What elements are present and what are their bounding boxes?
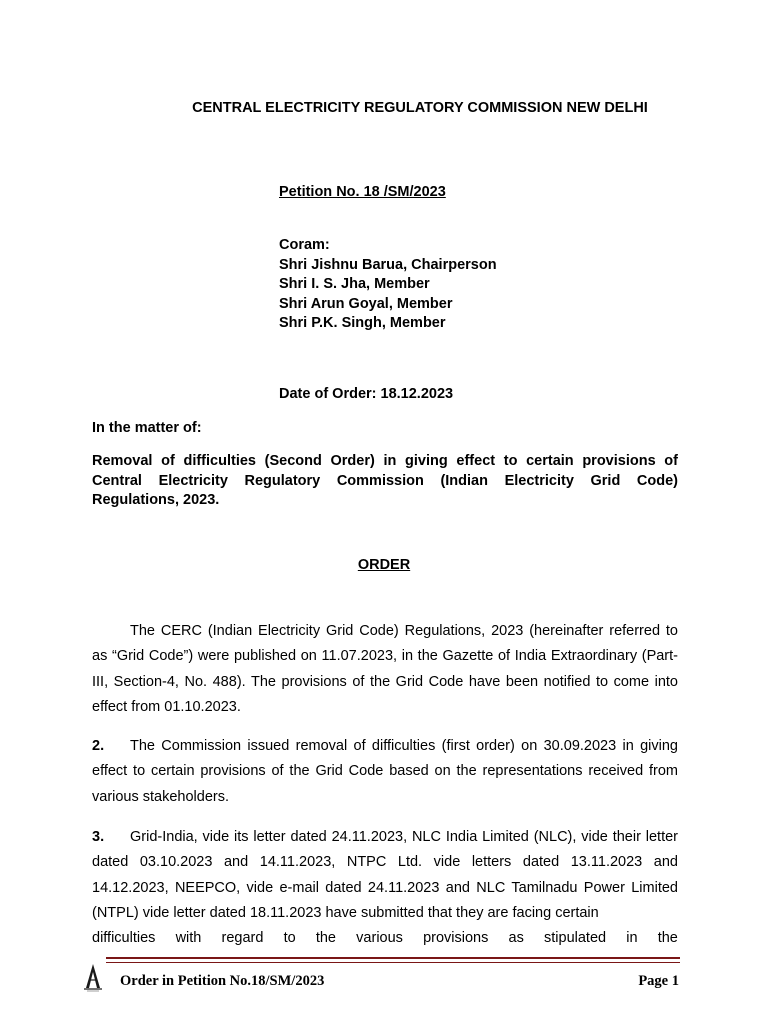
footer-petition-text: Order in Petition No.18/SM/2023	[120, 973, 325, 989]
word: the	[657, 930, 678, 947]
in-the-matter-label: In the matter of:	[92, 420, 202, 436]
word: as	[508, 930, 524, 947]
coram-heading: Coram:	[279, 237, 330, 253]
footer-divider	[106, 957, 680, 959]
order-heading: ORDER	[357, 557, 411, 573]
coram-member: Shri Jishnu Barua, Chairperson	[279, 256, 497, 273]
paragraph-1	[92, 619, 678, 720]
paragraph-1-text: The CERC (Indian Electricity Grid Code) Regulations, 2023 (hereinafter referred to as “Grid Code”) were published on 11.07.2023, in the Gazette of India Extraordinary (Part-III, Section-4, No. 488). The provisions of the Grid Code have been notified to come into effect from 01.10.2023.	[92, 623, 678, 715]
coram-block	[279, 236, 497, 334]
paragraph-2-text: The Commission issued removal of difficulties (first order) on 30.09.2023 in giving effect to certain provisions of the Grid Code based on the representations received from various stakeholders.	[92, 738, 678, 805]
paragraph-3-number: 3.	[92, 829, 105, 845]
footer-divider	[106, 962, 680, 963]
tower-logo-icon	[82, 962, 104, 992]
paragraph-2	[92, 734, 678, 810]
paragraph-3	[92, 825, 678, 951]
petition-number: Petition No. 18 /SM/2023	[279, 184, 446, 200]
coram-member: Shri Arun Goyal, Member	[279, 295, 453, 312]
word: various	[356, 930, 403, 947]
commission-title: CENTRAL ELECTRICITY REGULATORY COMMISSION NEW DELHI	[192, 100, 648, 116]
word: stipulated	[544, 930, 607, 947]
word: in	[626, 930, 638, 947]
page-number: Page 1	[638, 973, 679, 989]
date-of-order: Date of Order: 18.12.2023	[279, 386, 454, 402]
paragraph-3-last-line	[92, 926, 678, 951]
word: with	[175, 930, 202, 947]
coram-member: Shri I. S. Jha, Member	[279, 276, 430, 292]
word: difficulties	[92, 930, 156, 947]
word: the	[315, 930, 337, 947]
subject-text: Removal of difficulties (Second Order) in giving effect to certain provisions of Central Electricity Regulatory Commission (Indian Electricity Grid Code) Regulations, 2023.	[92, 453, 678, 508]
paragraph-3-text: Grid-India, vide its letter dated 24.11.2023, NLC India Limited (NLC), vide their letter dated 03.10.2023 and 14.11.2023, NTPC Ltd. vide letters dated 13.11.2023 and 14.12.2023, NEEPCO, vide e-mail dated 24.11.2023 and NLC Tamilnadu Power Limited (NTPL) vide letter dated 18.11.2023 have submitted that they are facing certain	[92, 829, 678, 921]
word: to	[283, 930, 296, 947]
coram-member: Shri P.K. Singh, Member	[279, 315, 446, 331]
word: provisions	[423, 930, 489, 947]
paragraph-2-number: 2.	[92, 738, 105, 754]
word: regard	[221, 930, 264, 947]
